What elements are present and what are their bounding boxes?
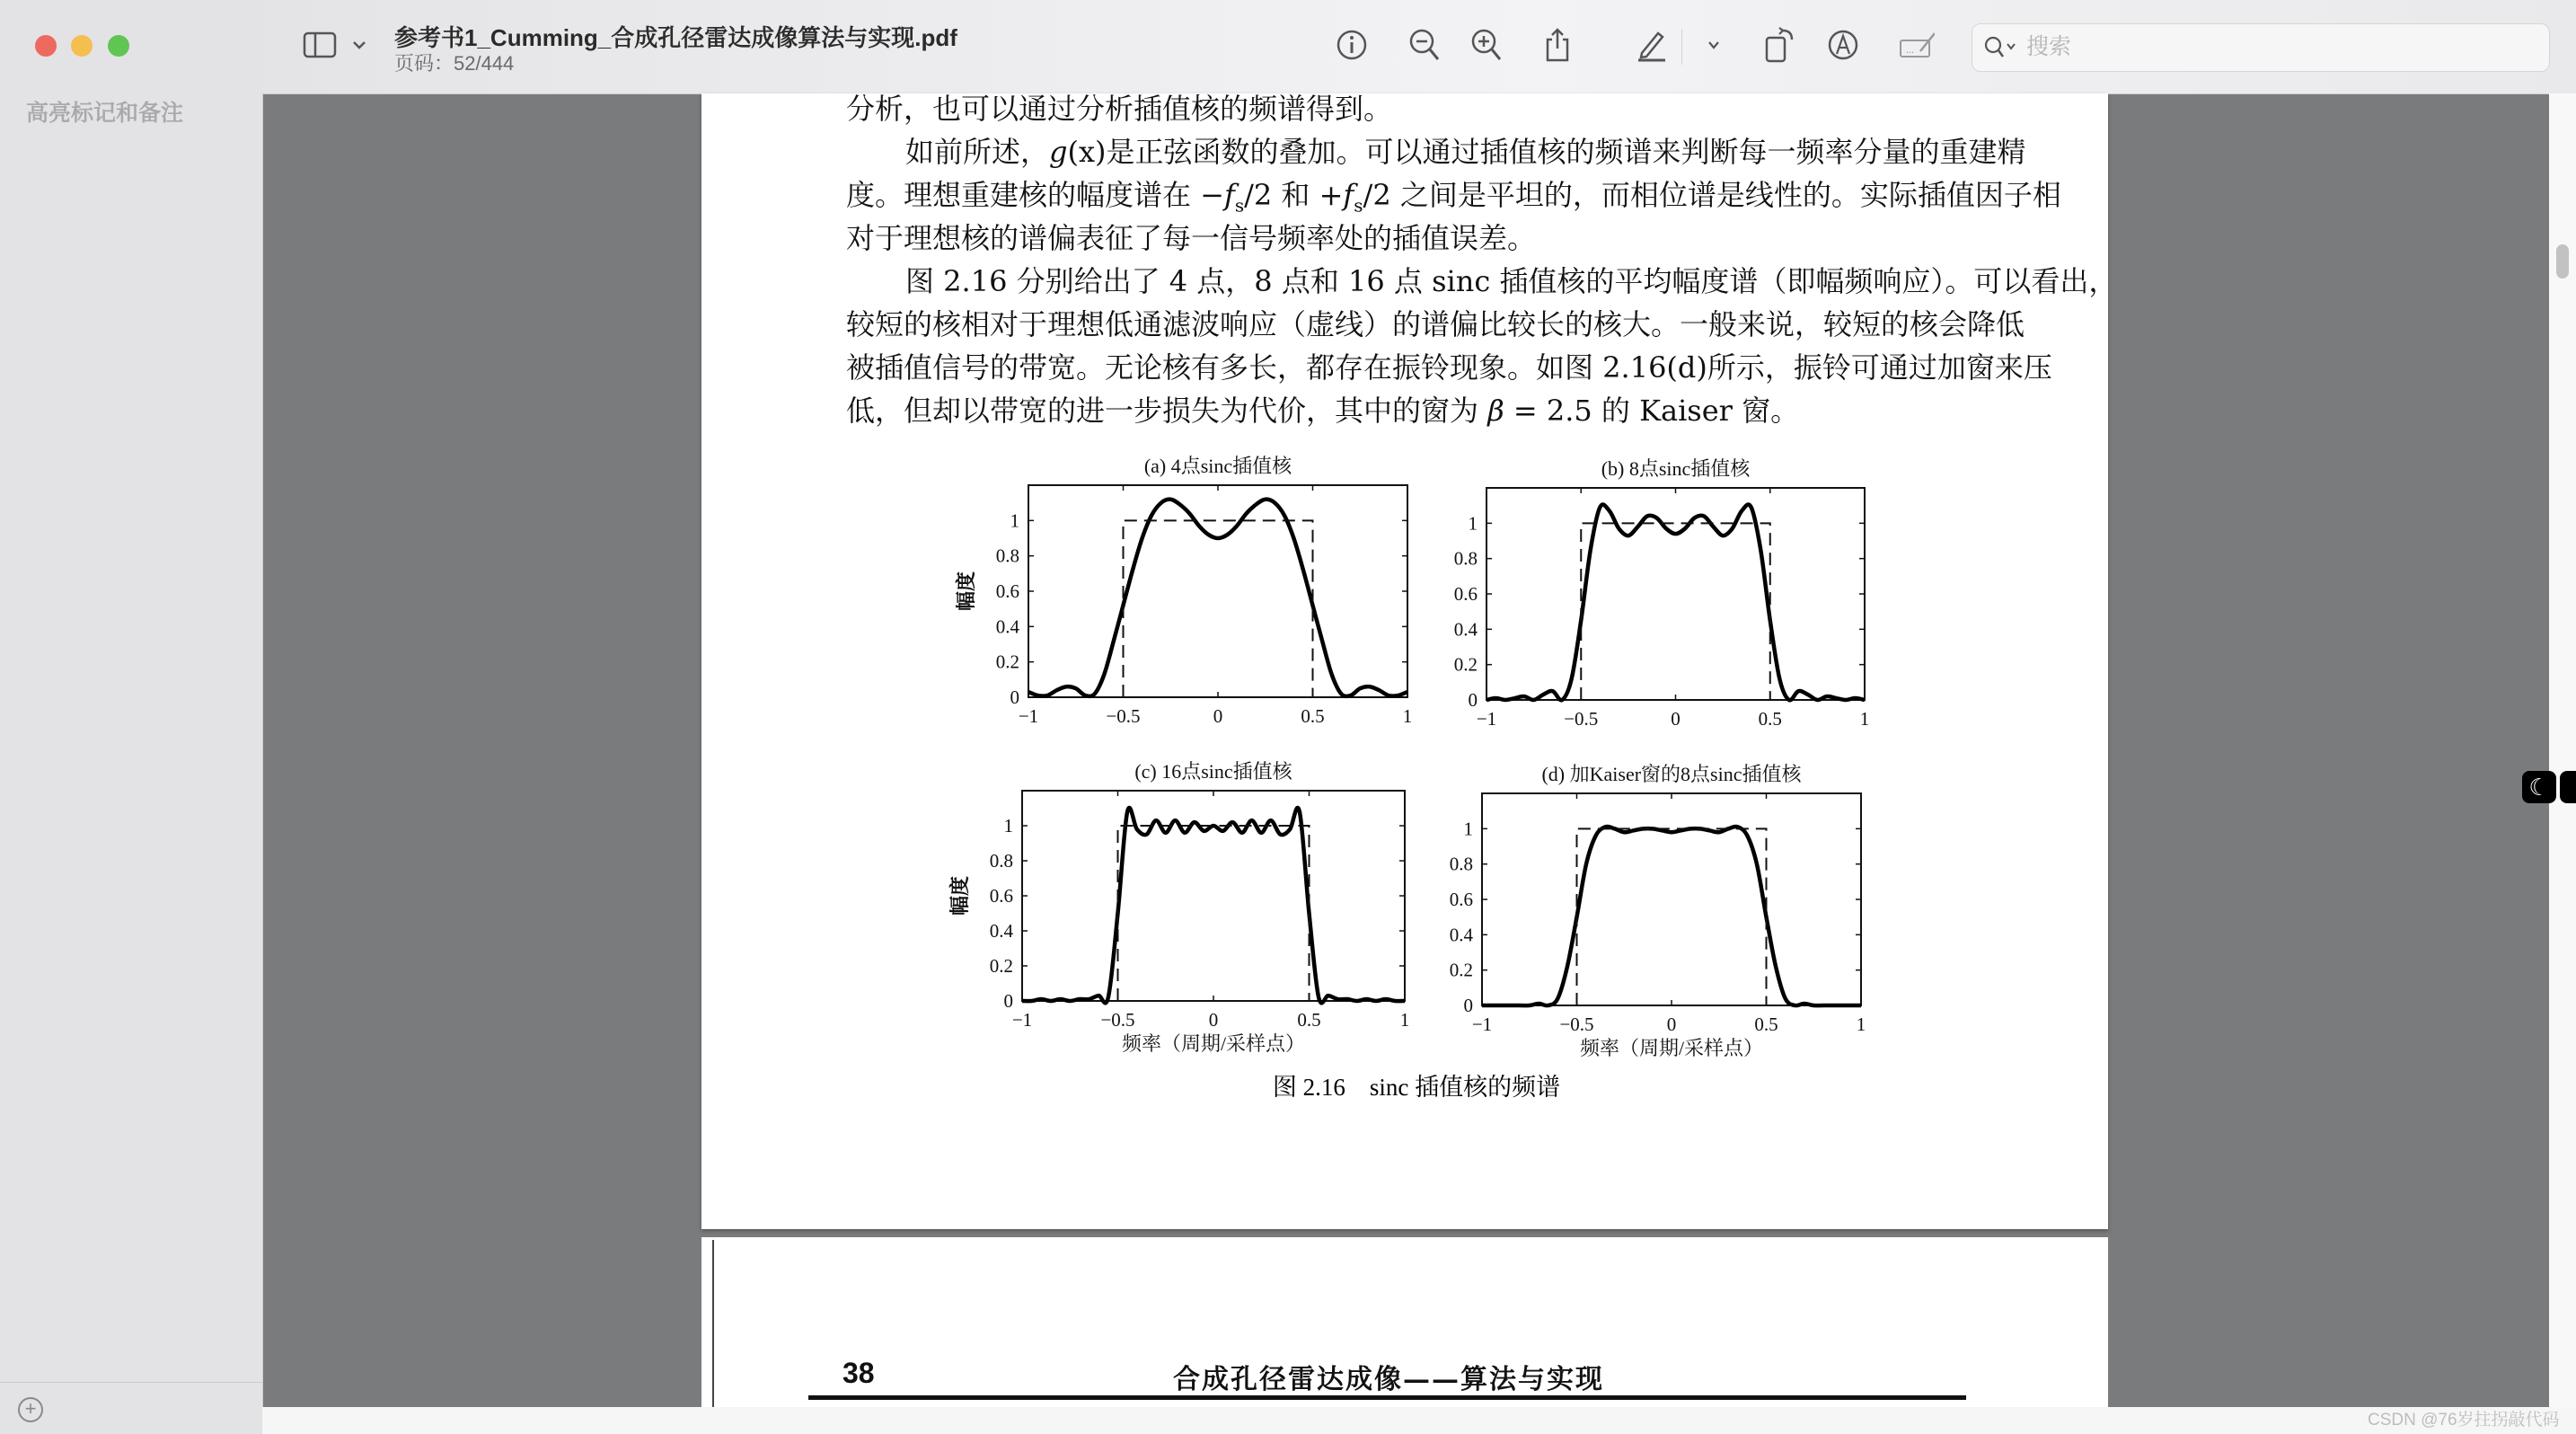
page-indicator: 页码：52/444 xyxy=(394,52,515,75)
y-axis-label: 幅度 xyxy=(955,571,977,612)
ideal-response-line xyxy=(1118,826,1310,1001)
y-axis-label: 幅度 xyxy=(948,875,971,916)
x-tick-label: −1 xyxy=(1471,1014,1493,1035)
math-subscript: s xyxy=(1354,194,1363,217)
x-tick-label: 0.5 xyxy=(1754,1014,1778,1035)
math-var: f xyxy=(1224,178,1235,212)
y-tick-label: 0.4 xyxy=(1449,924,1473,946)
x-tick-label: 0.5 xyxy=(1297,1009,1321,1031)
x-tick-label: 0 xyxy=(1213,705,1223,727)
text-span: 图 2.16 分别给出了 4 点，8 点和 16 点 sinc 插值核的平均幅度谱（即幅频响应）。可以看出， xyxy=(905,264,2118,298)
y-tick-label: 0.2 xyxy=(989,955,1013,977)
extension-button[interactable] xyxy=(2560,771,2576,803)
x-tick-label: 1 xyxy=(1856,1014,1866,1035)
plus-circle-icon[interactable]: + xyxy=(18,1397,43,1422)
y-tick-label: 0.4 xyxy=(989,920,1013,942)
y-tick-label: 0.4 xyxy=(1453,618,1478,641)
kernel-response-line xyxy=(1486,505,1865,701)
dark-mode-moon-icon[interactable]: ☾ xyxy=(2522,771,2556,803)
math-var: f xyxy=(1343,178,1354,212)
y-tick-label: 1 xyxy=(1468,512,1478,535)
x-tick-label: 0 xyxy=(1208,1009,1219,1031)
text-span: 被插值信号的带宽。无论核有多长，都存在振铃现象。如图 2.16(d)所示，振铃可通过加窗来压 xyxy=(846,350,2052,385)
y-tick-label: 0 xyxy=(1003,990,1013,1012)
x-tick-label: −0.5 xyxy=(1106,705,1141,727)
chart-title: (a) 4点sinc插值核 xyxy=(1143,455,1292,477)
y-tick-label: 0.8 xyxy=(989,850,1013,872)
header-rule xyxy=(808,1395,1966,1400)
ideal-response-line xyxy=(1577,828,1767,1005)
chart-title: (d) 加Kaiser窗的8点sinc插值核 xyxy=(1541,763,1802,785)
x-tick-label: −1 xyxy=(1011,1009,1033,1031)
x-tick-label: 1 xyxy=(1402,705,1413,727)
plot-frame xyxy=(1482,793,1861,1005)
x-tick-label: −0.5 xyxy=(1564,708,1599,730)
svg-text:...: ... xyxy=(1906,43,1914,56)
text-span: 分析，也可以通过分析插值核的频谱得到。 xyxy=(846,92,1393,126)
text-span: 如前所述， xyxy=(905,135,1050,169)
y-tick-label: 0.6 xyxy=(989,885,1013,907)
plot-frame xyxy=(1028,485,1407,697)
x-tick-label: 0.5 xyxy=(1758,708,1782,730)
kernel-response-line xyxy=(1022,808,1405,1003)
figure-caption: 图 2.16 sinc 插值核的频谱 xyxy=(1272,1074,1561,1101)
math-arg: (x) xyxy=(1067,135,1107,169)
text-span: 是正弦函数的叠加。可以通过插值核的频谱来判断每一频率分量的重建精 xyxy=(1106,135,2026,169)
sidebar-title: 高亮标记和备注 xyxy=(26,101,184,126)
y-tick-label: 0.6 xyxy=(1449,889,1473,910)
y-tick-label: 0.8 xyxy=(995,544,1019,567)
y-tick-label: 0.2 xyxy=(1449,959,1473,981)
text-span: /2 和 + xyxy=(1244,178,1344,212)
y-tick-label: 1 xyxy=(1003,815,1013,836)
chart-panel-c xyxy=(948,760,1409,1055)
status-strip xyxy=(262,1407,2576,1434)
y-tick-label: 0.6 xyxy=(995,580,1019,602)
x-tick-label: 0.5 xyxy=(1301,705,1325,727)
chart-panel-a xyxy=(955,455,1412,727)
math-subscript: s xyxy=(1234,194,1245,217)
scrollbar-track[interactable] xyxy=(2549,93,2576,1407)
x-tick-label: 1 xyxy=(1399,1009,1410,1031)
scrollbar-thumb[interactable] xyxy=(2556,244,2569,279)
chart-panel-d xyxy=(1450,763,1866,1059)
math-var: β xyxy=(1487,394,1504,428)
y-tick-label: 0.2 xyxy=(1453,653,1478,676)
kernel-response-line xyxy=(1482,827,1861,1005)
text-span: = 2.5 的 Kaiser 窗。 xyxy=(1504,394,1800,428)
document-title: 参考书1_Cumming_合成孔径雷达成像算法与实现.pdf xyxy=(394,24,957,51)
ideal-response-line xyxy=(1124,520,1313,697)
x-tick-label: −0.5 xyxy=(1100,1009,1135,1031)
y-tick-label: 0.8 xyxy=(1449,853,1473,875)
running-header: 合成孔径雷达成像——算法与实现 xyxy=(1173,1364,1604,1395)
chart-title: (b) 8点sinc插值核 xyxy=(1601,457,1751,480)
y-tick-label: 1 xyxy=(1463,818,1473,840)
text-span: /2 之间是平坦的，而相位谱是线性的。实际插值因子相 xyxy=(1363,178,2061,212)
x-tick-label: 0 xyxy=(1671,708,1681,730)
y-tick-label: 0 xyxy=(1010,686,1019,708)
y-tick-label: 0.6 xyxy=(1453,583,1478,605)
x-tick-label: −0.5 xyxy=(1559,1014,1594,1035)
x-tick-label: −1 xyxy=(1476,708,1497,730)
text-span: 较短的核相对于理想低通滤波响应（虚线）的谱偏比较长的核大。一般来说，较短的核会降低 xyxy=(846,307,2025,341)
y-tick-label: 1 xyxy=(1010,509,1019,532)
y-tick-label: 0 xyxy=(1463,995,1473,1016)
y-tick-label: 0.2 xyxy=(995,651,1019,673)
ideal-response-line xyxy=(1581,523,1770,700)
x-axis-label: 频率（周期/采样点） xyxy=(1579,1037,1764,1059)
plot-frame xyxy=(1486,488,1865,700)
page-number: 38 xyxy=(842,1357,875,1389)
x-tick-label: 1 xyxy=(1859,708,1870,730)
watermark: CSDN @76岁拄拐敲代码 xyxy=(2368,1411,2560,1430)
x-tick-label: −1 xyxy=(1018,705,1039,727)
chart-title: (c) 16点sinc插值核 xyxy=(1134,760,1292,783)
math-var: g xyxy=(1049,135,1068,169)
y-tick-label: 0.4 xyxy=(995,615,1019,638)
x-tick-label: 0 xyxy=(1666,1014,1677,1035)
text-span: 对于理想核的谱偏表征了每一信号频率处的插值误差。 xyxy=(846,221,1537,255)
y-tick-label: 0 xyxy=(1468,689,1478,711)
x-axis-label: 频率（周期/采样点） xyxy=(1121,1032,1306,1055)
text-span: 低，但却以带宽的进一步损失为代价，其中的窗为 xyxy=(846,394,1488,428)
y-tick-label: 0.8 xyxy=(1453,547,1478,570)
plot-frame xyxy=(1022,791,1405,1001)
kernel-response-line xyxy=(1028,500,1407,696)
chart-panel-b xyxy=(1454,457,1870,730)
text-span: 度。理想重建核的幅度谱在 − xyxy=(846,178,1224,212)
